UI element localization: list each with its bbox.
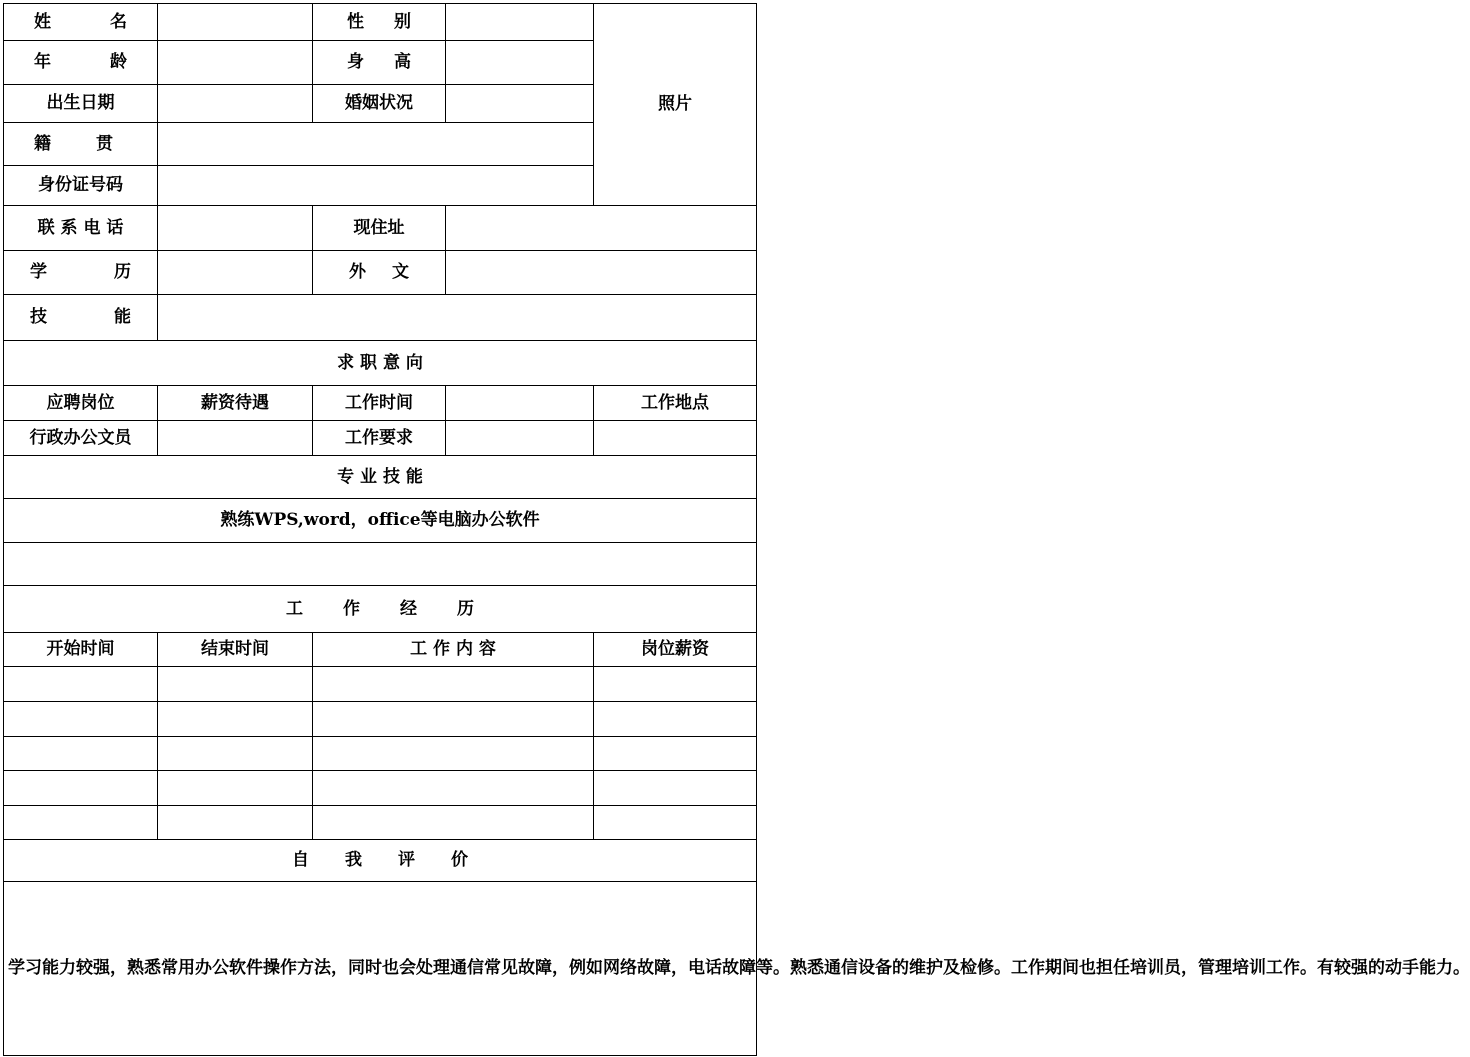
work-time-col-header: 工作时间: [313, 386, 446, 421]
height-label: 身 高: [313, 41, 446, 85]
experience-row: [4, 667, 757, 702]
experience-end-cell[interactable]: [158, 667, 313, 702]
experience-start-cell[interactable]: [4, 771, 158, 806]
work-time-value[interactable]: [446, 386, 594, 421]
experience-content-cell[interactable]: [313, 667, 594, 702]
experience-row: [4, 737, 757, 771]
end-time-col-header: 结束时间: [158, 633, 313, 667]
gender-value[interactable]: [446, 4, 594, 41]
resume-form-table: [3, 3, 1470, 1056]
education-label: 学 历: [4, 251, 158, 295]
requirement-value[interactable]: [446, 421, 594, 456]
birth-label: 出生日期: [4, 85, 158, 123]
experience-pay-cell[interactable]: [594, 667, 757, 702]
experience-content-cell[interactable]: [313, 702, 594, 737]
position-value[interactable]: 行政办公文员: [4, 421, 158, 456]
experience-pay-cell[interactable]: [594, 771, 757, 806]
experience-content-cell[interactable]: [313, 771, 594, 806]
experience-start-cell[interactable]: [4, 667, 158, 702]
height-value[interactable]: [446, 41, 594, 85]
job-intent-title: 求 职 意 向: [4, 341, 757, 386]
marital-label: 婚姻状况: [313, 85, 446, 123]
marital-value[interactable]: [446, 85, 594, 123]
position-col-header: 应聘岗位: [4, 386, 158, 421]
experience-row: [4, 806, 757, 840]
photo-label: 照片: [658, 94, 692, 115]
native-place-label: 籍 贯: [4, 123, 158, 166]
start-time-col-header: 开始时间: [4, 633, 158, 667]
experience-pay-cell[interactable]: [594, 806, 757, 840]
photo-box[interactable]: [594, 4, 757, 206]
work-place-value[interactable]: [594, 421, 757, 456]
education-value[interactable]: [158, 251, 313, 295]
phone-label: 联 系 电 话: [4, 206, 158, 251]
experience-end-cell[interactable]: [158, 702, 313, 737]
experience-end-cell[interactable]: [158, 737, 313, 771]
experience-row: [4, 771, 757, 806]
language-value[interactable]: [446, 251, 757, 295]
native-place-value[interactable]: [158, 123, 594, 166]
experience-pay-cell[interactable]: [594, 702, 757, 737]
work-place-col-header: 工作地点: [594, 386, 757, 421]
age-value[interactable]: [158, 41, 313, 85]
experience-pay-cell[interactable]: [594, 737, 757, 771]
age-label: 年 龄: [4, 41, 158, 85]
gender-label: 性 别: [313, 4, 446, 41]
experience-content-cell[interactable]: [313, 737, 594, 771]
experience-content-cell[interactable]: [313, 806, 594, 840]
experience-start-cell[interactable]: [4, 806, 158, 840]
skills-title: 专 业 技 能: [4, 456, 757, 499]
experience-end-cell[interactable]: [158, 771, 313, 806]
phone-value[interactable]: [158, 206, 313, 251]
skills-line-1[interactable]: 熟练WPS,word，office等电脑办公软件: [4, 499, 757, 543]
skill-value[interactable]: [158, 295, 757, 341]
language-label: 外 文: [313, 251, 446, 295]
self-eval-text[interactable]: 学习能力较强，熟悉常用办公软件操作方法，同时也会处理通信常见故障，例如网络故障，电话故障等。熟悉通信设备的维护及检修。工作期间也担任培训员，管理培训工作。有较强的动手能力。: [4, 882, 757, 1056]
experience-row: [4, 702, 757, 737]
experience-end-cell[interactable]: [158, 806, 313, 840]
requirement-label: 工作要求: [313, 421, 446, 456]
experience-title: 工 作 经 历: [4, 586, 757, 633]
work-content-col-header: 工 作 内 容: [313, 633, 594, 667]
id-number-label: 身份证号码: [4, 166, 158, 206]
position-pay-col-header: 岗位薪资: [594, 633, 757, 667]
address-label: 现住址: [313, 206, 446, 251]
id-number-value[interactable]: [158, 166, 594, 206]
name-value[interactable]: [158, 4, 313, 41]
skill-label: 技 能: [4, 295, 158, 341]
salary-value[interactable]: [158, 421, 313, 456]
self-eval-title: 自 我 评 价: [4, 840, 757, 882]
skills-line-2[interactable]: [4, 543, 757, 586]
address-value[interactable]: [446, 206, 757, 251]
experience-start-cell[interactable]: [4, 737, 158, 771]
birth-value[interactable]: [158, 85, 313, 123]
experience-start-cell[interactable]: [4, 702, 158, 737]
salary-col-header: 薪资待遇: [158, 386, 313, 421]
name-label: 姓 名: [4, 4, 158, 41]
